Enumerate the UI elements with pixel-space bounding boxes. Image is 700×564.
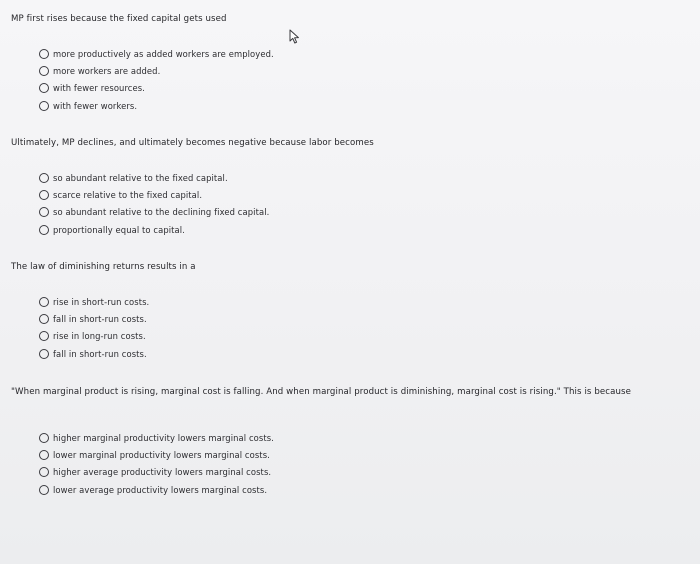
question-1-option-1[interactable] (39, 45, 439, 62)
question-1-prompt: MP first rises because the fixed capital gets used (11, 14, 227, 24)
question-1-option-2[interactable] (39, 62, 439, 79)
question-4-option-1[interactable] (39, 429, 439, 446)
option-label: scarce relative to the fixed capital. (53, 190, 203, 201)
option-label: rise in short-run costs. (53, 296, 150, 307)
radio-button[interactable] (39, 225, 49, 235)
radio-button[interactable] (39, 207, 49, 217)
radio-button[interactable] (39, 101, 49, 111)
mouse-pointer-icon (288, 29, 302, 45)
radio-button[interactable] (39, 49, 49, 59)
option-label: with fewer resources. (53, 83, 145, 94)
question-2-option-1[interactable] (39, 169, 439, 186)
option-label: lower average productivity lowers marginal costs. (53, 484, 268, 495)
question-3-option-1[interactable] (39, 293, 439, 310)
option-label: fall in short-run costs. (53, 348, 147, 359)
question-2-options (39, 169, 439, 239)
option-label: more productively as added workers are employed. (53, 48, 274, 59)
radio-button[interactable] (39, 433, 49, 443)
radio-button[interactable] (39, 83, 49, 93)
option-label: higher average productivity lowers marginal costs. (53, 467, 272, 478)
option-label: more workers are added. (53, 66, 161, 77)
radio-button[interactable] (39, 314, 49, 324)
question-4-option-4[interactable] (39, 481, 439, 498)
option-label: rise in long-run costs. (53, 331, 146, 342)
question-4-prompt: "When marginal product is rising, marginal cost is falling. And when marginal product is diminishing, marginal cost is rising." This is because (11, 387, 631, 397)
question-1-options (39, 45, 439, 115)
option-label: proportionally equal to capital. (53, 224, 185, 235)
question-4-option-2[interactable] (39, 446, 439, 463)
option-label: with fewer workers. (53, 100, 138, 111)
question-2-option-4[interactable] (39, 221, 439, 238)
question-3-option-4[interactable] (39, 345, 439, 362)
radio-button[interactable] (39, 190, 49, 200)
question-3-options (39, 293, 439, 363)
radio-button[interactable] (39, 485, 49, 495)
radio-button[interactable] (39, 331, 49, 341)
question-1-option-4[interactable] (39, 97, 439, 114)
question-2-option-2[interactable] (39, 186, 439, 203)
option-label: fall in short-run costs. (53, 314, 147, 325)
question-4-options (39, 429, 439, 499)
option-label: so abundant relative to the declining fixed capital. (53, 207, 270, 218)
question-2-option-3[interactable] (39, 204, 439, 221)
question-2-prompt: Ultimately, MP declines, and ultimately becomes negative because labor becomes (11, 138, 374, 148)
radio-button[interactable] (39, 450, 49, 460)
radio-button[interactable] (39, 467, 49, 477)
question-3-prompt: The law of diminishing returns results in a (11, 262, 196, 272)
question-1-option-3[interactable] (39, 80, 439, 97)
question-4-option-3[interactable] (39, 464, 439, 481)
option-label: higher marginal productivity lowers marginal costs. (53, 432, 274, 443)
radio-button[interactable] (39, 66, 49, 76)
option-label: so abundant relative to the fixed capital. (53, 172, 228, 183)
option-label: lower marginal productivity lowers marginal costs. (53, 450, 270, 461)
radio-button[interactable] (39, 349, 49, 359)
radio-button[interactable] (39, 297, 49, 307)
radio-button[interactable] (39, 173, 49, 183)
question-3-option-2[interactable] (39, 310, 439, 327)
question-3-option-3[interactable] (39, 328, 439, 345)
